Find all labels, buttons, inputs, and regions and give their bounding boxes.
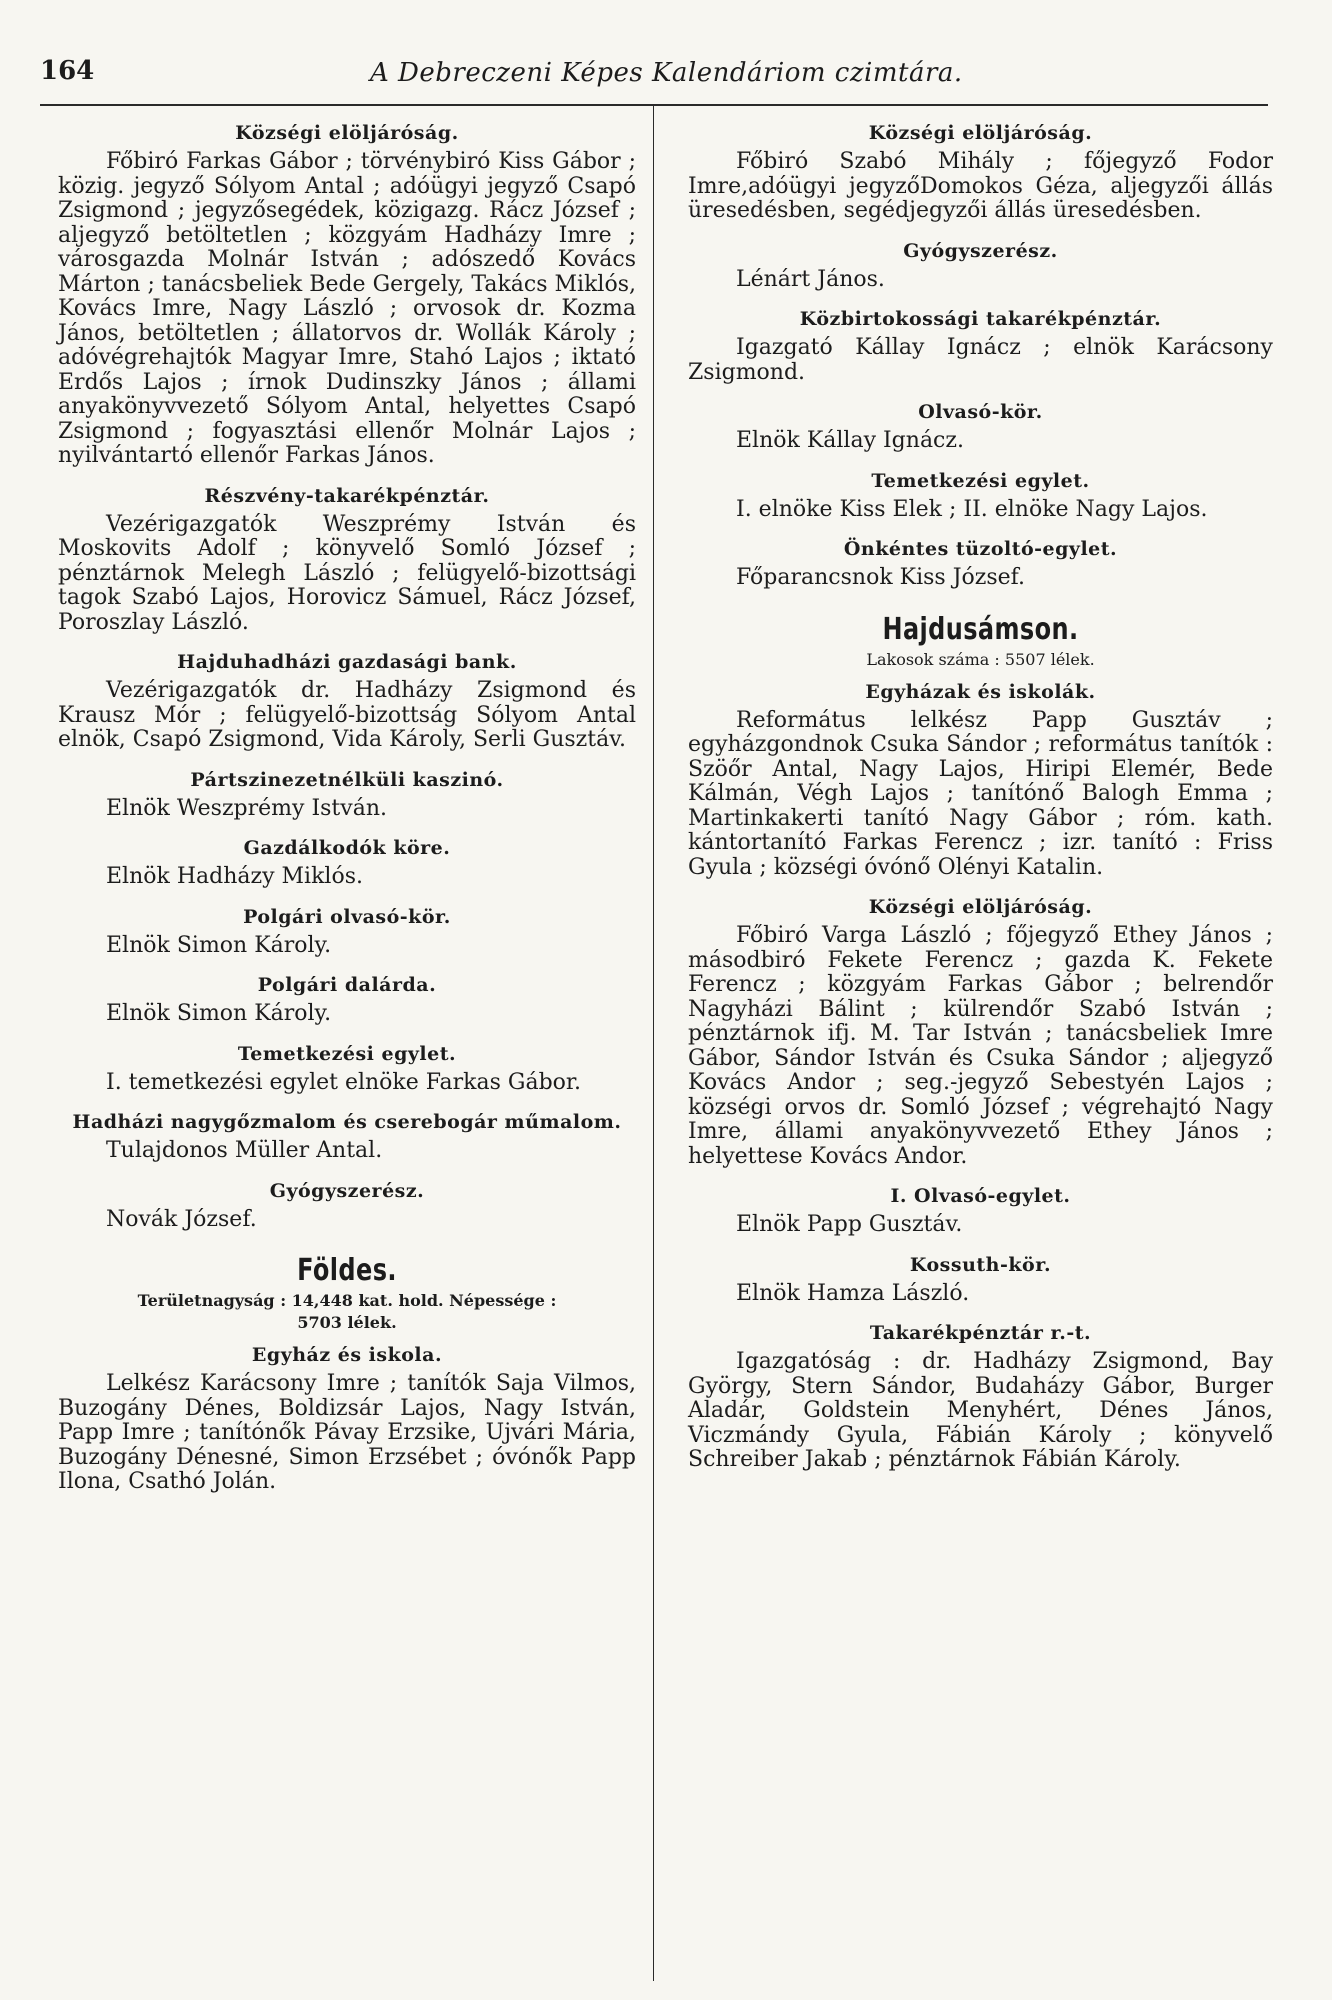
section-title: Gazdálkodók köre. — [243, 837, 451, 859]
section-text: Elnök Papp Gusztáv. — [736, 1212, 963, 1237]
section — [58, 767, 636, 822]
section-title: Hadházi nagygőzmalom és cserebogár műmalom. — [72, 1111, 622, 1133]
section-title: Takarékpénztár r.-t. — [869, 1322, 1092, 1344]
section — [58, 649, 636, 753]
section-title: Közbirtokossági takarékpénztár. — [799, 308, 1162, 330]
section — [58, 1109, 636, 1164]
section — [58, 120, 636, 469]
section — [58, 1041, 636, 1096]
section — [58, 904, 636, 959]
header-rule — [40, 104, 1268, 106]
section-title: Pártszinezetnélküli kaszinó. — [190, 768, 504, 791]
section-title: Polgári olvasó-kör. — [243, 905, 451, 928]
left-column — [58, 120, 636, 1495]
town-meta-foldes-line1: Területnagyság : 14,448 kat. hold. Népessége : — [137, 1291, 557, 1310]
section-title: Községi elöljáróság. — [868, 122, 1093, 144]
section-text: Főbiró Szabó Mihály ; főjegyző Fodor Imre,adóügyi jegyzőDomokos Géza, aljegyzői állás üresedésben, segédjegyzői állás üresedésben. — [688, 149, 1273, 223]
column-divider — [653, 106, 654, 1981]
section-text: Vezérigazgatók Weszprémy István és Moskovits Adolf ; könyvelő Somló József ; pénztárnok Melegh László ; felügyelő-bizottsági tagok Szabó Lajos, Horovicz Sámuel, Rácz József, Poroszlay László. — [58, 511, 636, 635]
section — [688, 120, 1273, 224]
section — [688, 238, 1273, 293]
section-text: Novák József. — [106, 1206, 257, 1232]
section-title: Községi elöljáróság. — [235, 122, 459, 144]
section — [58, 1342, 636, 1495]
town-title-foldes: Földes. — [297, 1253, 397, 1288]
section-text: Főbiró Varga László ; főjegyző Ethey János ; másodbiró Fekete Ferencz ; gazda K. Fekete Ferencz ; közgyám Farkas Gábor ; belrendőr Nagyházi Bálint ; külrendőr Szabó István ; pénztárnok ifj. M. Tar István ; tanácsbeliek Imre Gábor, Sándor István és Csuka Sándor ; aljegyző Kovács Andor ; seg.-jegyző Sebestyén Lajos ; községi orvos dr. Somló József ; végrehajtó Nagy Imre, állami anyakönyvvezető Ethey János ; helyettese Kovács Andor. — [688, 923, 1273, 1169]
section — [688, 468, 1273, 523]
town-meta-hajdusamson: Lakosok száma : 5507 lélek. — [866, 649, 1095, 669]
section-text: Főparancsnok Kiss József. — [736, 565, 1026, 590]
section-text: Igazgató Kállay Ignácz ; elnök Karácsony Zsigmond. — [688, 335, 1273, 385]
section-text: Elnök Hadházy Miklós. — [106, 864, 363, 889]
section-title: Olvasó-kör. — [918, 401, 1043, 423]
section-title: Hajduhadházi gazdasági bank. — [177, 651, 517, 673]
section-text: Elnök Simon Károly. — [106, 932, 332, 958]
section-title: Községi elöljáróság. — [868, 896, 1093, 918]
section-text: Lelkész Karácsony Imre ; tanítók Saja Vilmos, Buzogány Dénes, Boldizsár Lajos, Nagy István, Papp Imre ; tanítónők Pávay Erzsike, Ujvári Mária, Buzogány Dénesné, Simon Erzsébet ; óvónők Papp Ilona, Csathó Jolán. — [58, 1371, 636, 1494]
section — [688, 894, 1273, 1169]
section-title: Egyház és iskola. — [251, 1344, 443, 1366]
section-text: Elnök Hamza László. — [736, 1280, 970, 1306]
section — [688, 399, 1273, 454]
right-column — [688, 120, 1273, 1473]
section — [58, 1178, 636, 1233]
section — [58, 483, 636, 636]
section — [688, 1252, 1273, 1307]
section-text: Főbiró Farkas Gábor ; törvénybiró Kiss Gábor ; közig. jegyző Sólyom Antal ; adóügyi jegyző Csapó Zsigmond ; jegyzősegédek, közigazg. Rácz József ; aljegyző betöltetlen ; közgyám Hadházy Imre ; városgazda Molnár István ; adószedő Kovács Márton ; tanácsbeliek Bede Gergely, Takács Miklós, Kovács Imre, Nagy László ; orvosok dr. Kozma János, betöltetlen ; állatorvos dr. Wollák Károly ; adóvégrehajtók Magyar Imre, Stahó Lajos ; iktató Erdős Lajos ; írnok Dudinszky János ; állami anyakönyvvezető Sólyom Antal, helyettes Csapó Zsigmond ; fogyasztási ellenőr Molnár Lajos ; nyilvántartó ellenőr Farkas János. — [58, 149, 636, 468]
section-title: Önkéntes tüzoltó-egylet. — [843, 538, 1118, 560]
section-text: I. elnöke Kiss Elek ; II. elnöke Nagy Lajos. — [736, 496, 1208, 522]
section-title: I. Olvasó-egylet. — [890, 1185, 1071, 1207]
page-header — [40, 52, 1270, 94]
section — [58, 972, 636, 1027]
running-title: A Debreczeni Képes Kalendáriom czimtára. — [370, 58, 963, 88]
section — [688, 679, 1273, 881]
section-title: Temetkezési egylet. — [871, 469, 1090, 492]
section-text: Lénárt János. — [736, 266, 885, 292]
section-title: Gyógyszerész. — [269, 1179, 425, 1202]
section — [688, 306, 1273, 385]
section — [688, 1320, 1273, 1473]
section-title: Kossuth-kör. — [909, 1253, 1052, 1276]
section-text: Elnök Kállay Ignácz. — [736, 428, 964, 453]
section-text: Tulajdonos Müller Antal. — [106, 1138, 383, 1163]
section-text: Vezérigazgatók dr. Hadházy Zsigmond és Krausz Mór ; felügyelő-bizottság Sólyom Antal elnök, Csapó Zsigmond, Vida Károly, Serli Gusztáv. — [58, 678, 636, 752]
section-text: Igazgatóság : dr. Hadházy Zsigmond, Bay György, Stern Sándor, Budaházy Gábor, Burger Aladár, Goldstein Menyhért, Dénes János, Viczmándy Gyula, Fábián Károly ; könyvelő Schreiber Jakab ; pénztárnok Fábián Károly. — [688, 1349, 1273, 1472]
town-meta-foldes-line2: 5703 lélek. — [297, 1313, 397, 1332]
section-title: Temetkezési egylet. — [237, 1042, 457, 1065]
section-text: Elnök Weszprémy István. — [106, 795, 387, 821]
section-text: I. temetkezési egylet elnöke Farkas Gábor. — [106, 1069, 582, 1095]
section — [688, 1183, 1273, 1238]
section-text: Elnök Simon Károly. — [106, 1001, 332, 1026]
section — [58, 835, 636, 890]
section-text: Református lelkész Papp Gusztáv ; egyházgondnok Csuka Sándor ; református tanítók : Szöőr Antal, Nagy Lajos, Hiripi Elemér, Bede Kálmán, Végh Lajos ; tanítónő Balogh Emma ; Martinkakerti tanító Nagy Gábor ; róm. kath. kántortanító Farkas Ferencz ; izr. tanító : Friss Gyula ; községi óvónő Olényi Katalin. — [688, 707, 1273, 880]
page-number: 164 — [40, 56, 95, 86]
town-title-hajdusamson: Hajdusámson. — [882, 611, 1079, 647]
section-title: Egyházak és iskolák. — [865, 680, 1096, 703]
section-title: Gyógyszerész. — [903, 239, 1058, 262]
section-title: Részvény-takarékpénztár. — [204, 484, 490, 507]
section-title: Polgári dalárda. — [257, 974, 437, 996]
section — [688, 536, 1273, 591]
